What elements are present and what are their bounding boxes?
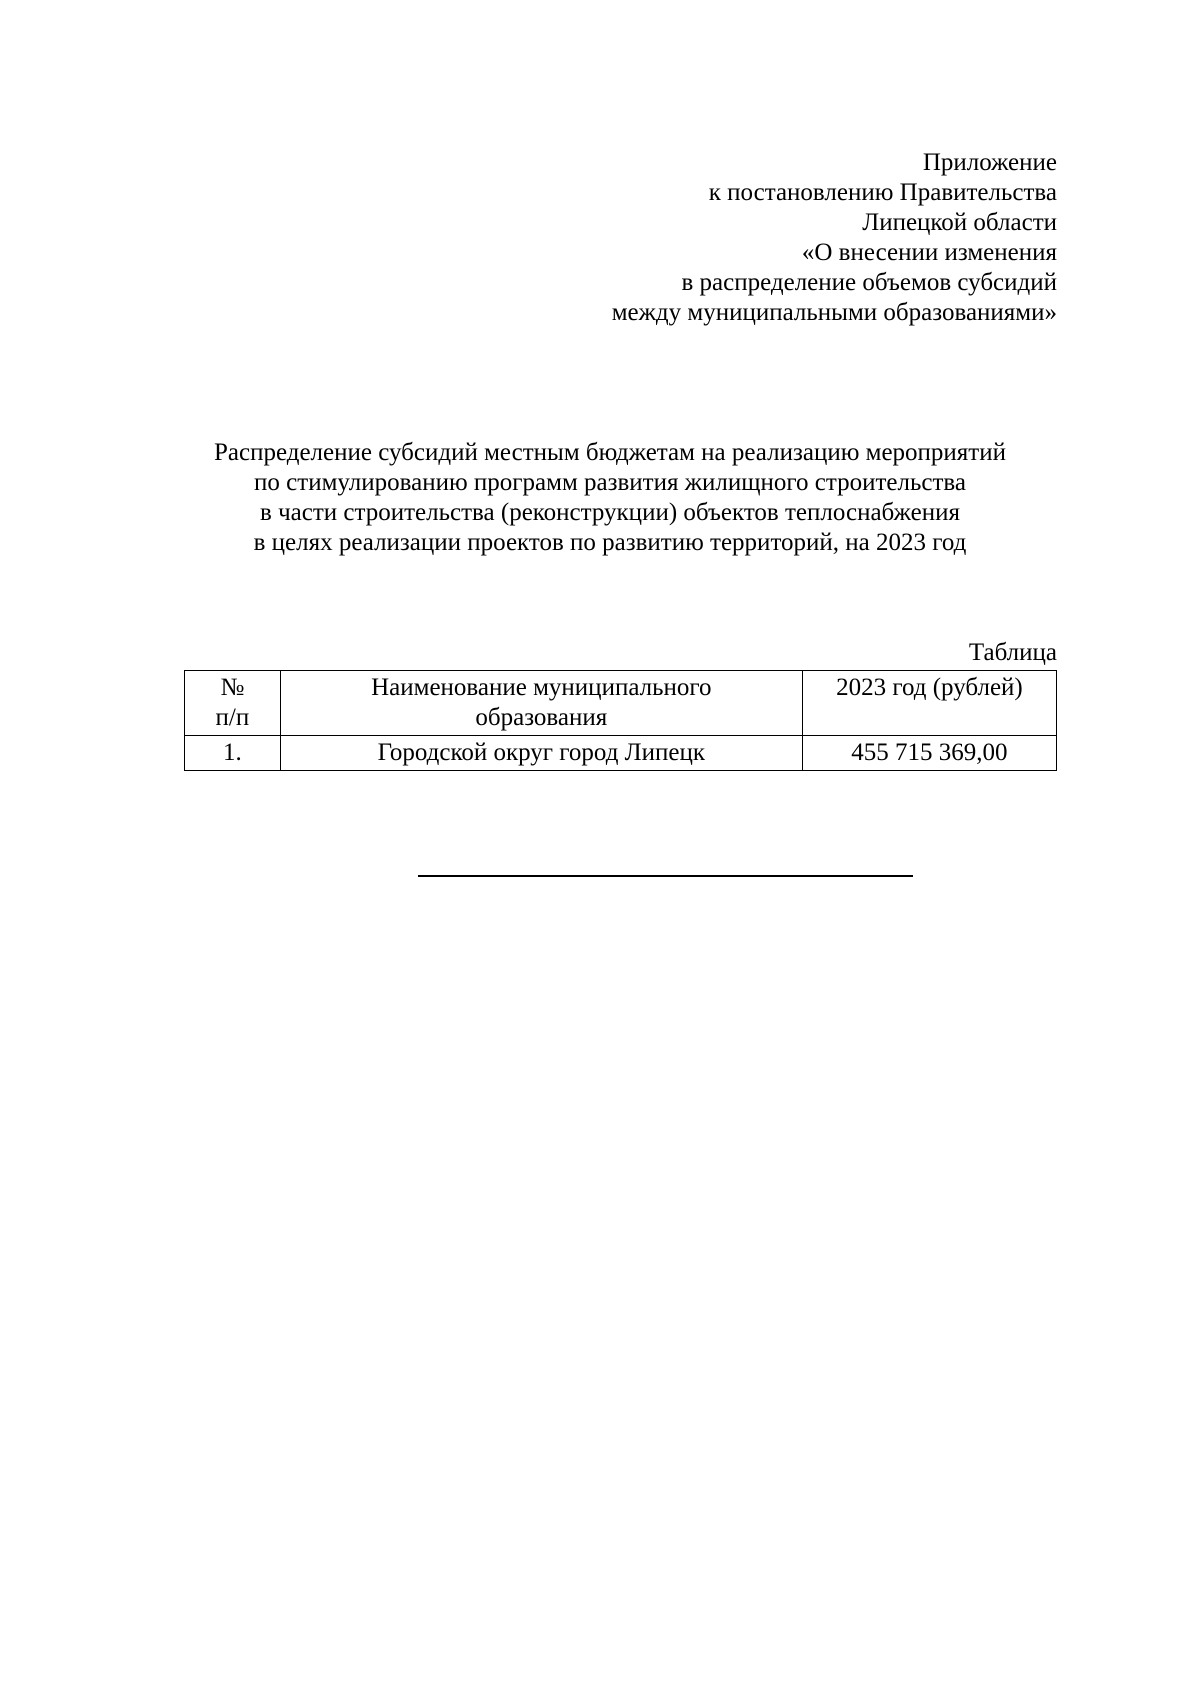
header-amount: 2023 год (рублей) (802, 671, 1056, 736)
row-name-cell: Городской округ город Липецк (280, 736, 802, 771)
row-amount-cell: 455 715 369,00 (802, 736, 1056, 771)
title-line: по стимулированию программ развития жилищного строительства (254, 469, 966, 496)
closing-divider (418, 875, 913, 877)
row-number-cell: 1. (185, 736, 281, 771)
title-line: в части строительства (реконструкции) объектов теплоснабжения (260, 499, 960, 526)
header-number-line: № (220, 674, 245, 701)
table-caption: Таблица (968, 639, 1057, 666)
appendix-line: к постановлению Правительства (708, 179, 1057, 206)
appendix-block (457, 148, 1057, 328)
header-name (280, 671, 802, 736)
appendix-line: Липецкой области (862, 209, 1057, 236)
appendix-line: «О внесении изменения (801, 239, 1057, 266)
header-number (185, 671, 281, 736)
header-name-line: образования (475, 704, 608, 731)
appendix-line: Приложение (922, 149, 1057, 176)
header-name-line: Наименование муниципального (371, 674, 712, 701)
table-header-row (185, 671, 1057, 736)
appendix-line: между муниципальными образованиями» (611, 299, 1057, 326)
document-title (160, 438, 1060, 558)
table-row (185, 736, 1057, 771)
subsidy-table (184, 670, 1057, 771)
title-line: в целях реализации проектов по развитию территорий, на 2023 год (253, 529, 967, 556)
appendix-line: в распределение объемов субсидий (681, 269, 1057, 296)
header-number-line: п/п (215, 704, 250, 731)
title-line: Распределение субсидий местным бюджетам на реализацию мероприятий (214, 439, 1006, 466)
